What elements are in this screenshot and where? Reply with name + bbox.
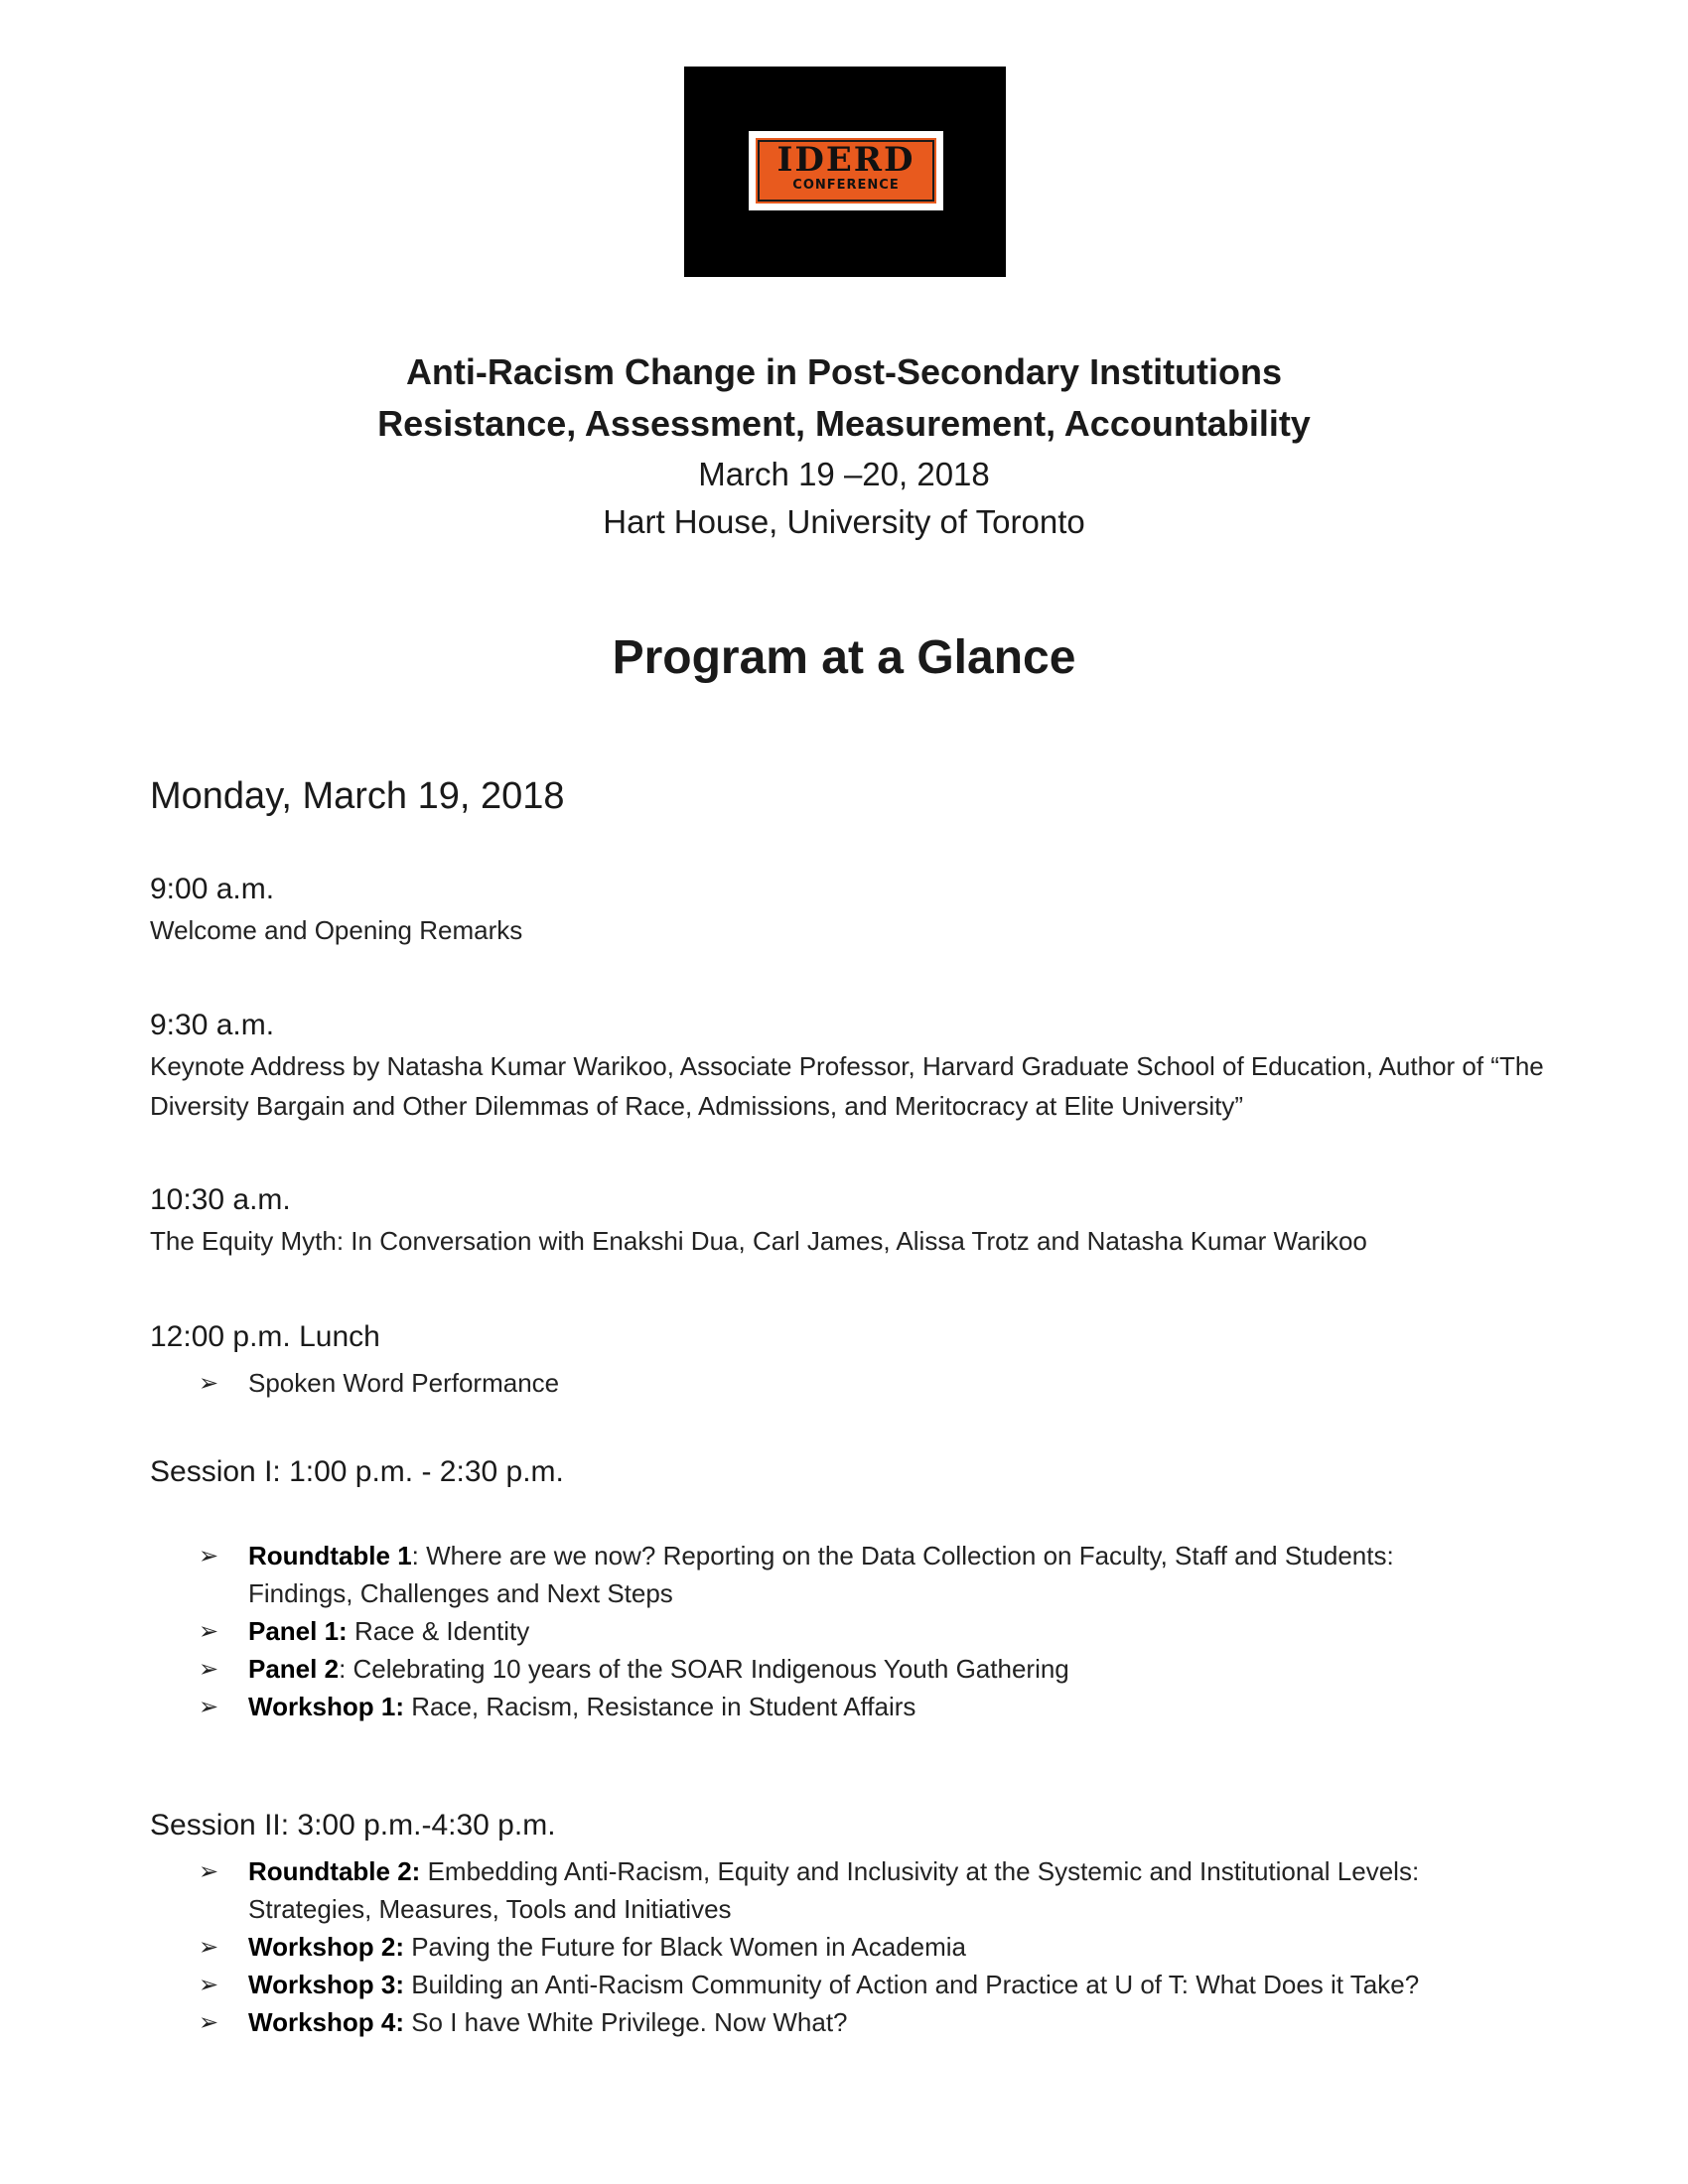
- item-label: Panel 2: [248, 1654, 340, 1684]
- arrow-bullet-icon: ➢: [199, 1542, 219, 1570]
- arrow-bullet-icon: ➢: [199, 1933, 219, 1961]
- arrow-bullet-icon: ➢: [199, 1369, 219, 1397]
- arrow-bullet-icon: ➢: [199, 1857, 219, 1885]
- list-item-text: Spoken Word Performance: [248, 1368, 560, 1398]
- schedule-item: [150, 1005, 1560, 1126]
- schedule-time: 9:30 a.m.: [150, 1009, 275, 1041]
- schedule-item: [150, 869, 1560, 950]
- conference-dates: March 19 –20, 2018: [698, 456, 990, 492]
- item-label: Workshop 2:: [248, 1932, 404, 1962]
- item-label: Roundtable 2:: [248, 1856, 421, 1886]
- item-label: Workshop 1:: [248, 1692, 404, 1721]
- item-text: Race & Identity: [347, 1616, 530, 1646]
- lunch-list: [199, 1364, 1489, 1402]
- item-label: Workshop 3:: [248, 1970, 404, 1999]
- conference-title-line1: Anti-Racism Change in Post-Secondary Institutions: [405, 351, 1283, 392]
- item-text: Race, Racism, Resistance in Student Affairs: [403, 1692, 916, 1721]
- item-text: Paving the Future for Black Women in Academia: [403, 1932, 967, 1962]
- session-1-list: [199, 1537, 1489, 1725]
- schedule-time: 9:00 a.m.: [150, 873, 275, 905]
- schedule-time: 10:30 a.m.: [150, 1183, 291, 1216]
- program-heading: Program at a Glance: [612, 631, 1076, 684]
- item-label: Roundtable 1: [248, 1541, 412, 1570]
- list-item: [199, 1928, 1489, 1966]
- item-text: : Celebrating 10 years of the SOAR Indigenous Youth Gathering: [339, 1654, 1069, 1684]
- schedule-item: [150, 1179, 1560, 1261]
- item-text: So I have White Privilege. Now What?: [403, 2007, 848, 2037]
- logo-word: IDERD: [776, 140, 915, 180]
- item-label: Workshop 4:: [248, 2007, 404, 2037]
- list-item: [199, 1650, 1489, 1688]
- arrow-bullet-icon: ➢: [199, 1693, 219, 1720]
- session-2-list: [199, 1852, 1489, 2041]
- item-text: Embedding Anti-Racism, Equity and Inclusivity at the Systemic and Institutional Levels: Strategies, Measures, Tools and Initiatives: [248, 1856, 1420, 1924]
- day-heading: Monday, March 19, 2018: [150, 775, 565, 817]
- arrow-bullet-icon: ➢: [199, 2008, 219, 2036]
- conference-logo: [684, 67, 1006, 277]
- arrow-bullet-icon: ➢: [199, 1655, 219, 1683]
- logo-badge: [749, 131, 943, 210]
- schedule-description: Keynote Address by Natasha Kumar Warikoo, Associate Professor, Harvard Graduate School of Education, Author of “The Diversity Bargain and Other Dilemmas of Race, Admissions, and Meritocracy at Elite University”: [150, 1051, 1544, 1121]
- schedule-item: [150, 1316, 1560, 1358]
- list-item: [199, 1688, 1489, 1725]
- list-item: [199, 1852, 1489, 1928]
- logo-subtitle: CONFERENCE: [792, 178, 900, 193]
- list-item: [199, 1364, 1489, 1402]
- schedule-description: The Equity Myth: In Conversation with Enakshi Dua, Carl James, Alissa Trotz and Natasha Kumar Warikoo: [150, 1226, 1367, 1256]
- schedule-time: 12:00 p.m. Lunch: [150, 1320, 380, 1353]
- arrow-bullet-icon: ➢: [199, 1971, 219, 1998]
- list-item: [199, 2003, 1489, 2041]
- list-item: [199, 1966, 1489, 2003]
- item-text: : Where are we now? Reporting on the Data Collection on Faculty, Staff and Students: Findings, Challenges and Next Steps: [248, 1541, 1394, 1608]
- item-label: Panel 1:: [248, 1616, 348, 1646]
- list-item: [199, 1612, 1489, 1650]
- session-1-heading: Session I: 1:00 p.m. - 2:30 p.m.: [150, 1455, 564, 1488]
- conference-title-line2: Resistance, Assessment, Measurement, Accountability: [377, 403, 1311, 444]
- conference-venue: Hart House, University of Toronto: [603, 503, 1085, 540]
- arrow-bullet-icon: ➢: [199, 1617, 219, 1645]
- logo-inner: [753, 135, 939, 206]
- item-text: Building an Anti-Racism Community of Action and Practice at U of T: What Does it Take?: [403, 1970, 1420, 1999]
- session-2-heading: Session II: 3:00 p.m.-4:30 p.m.: [150, 1809, 556, 1842]
- schedule-description: Welcome and Opening Remarks: [150, 915, 523, 945]
- list-item: [199, 1537, 1489, 1612]
